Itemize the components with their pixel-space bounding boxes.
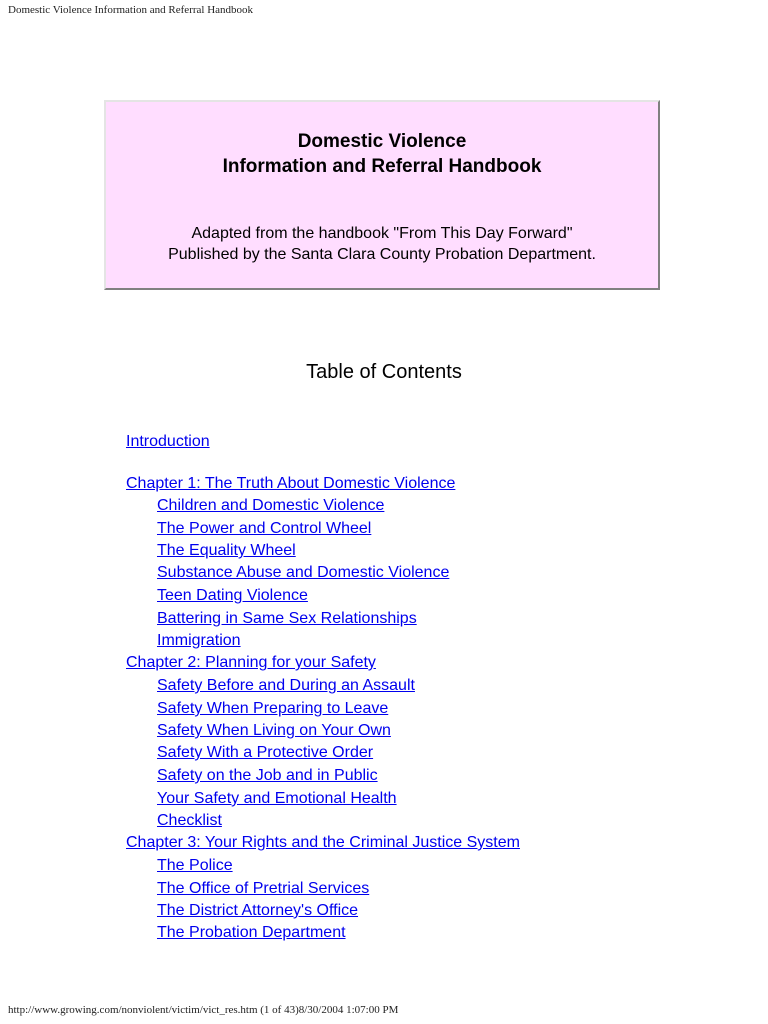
toc-link-safety-protective-order[interactable]: Safety With a Protective Order bbox=[157, 744, 374, 761]
toc-link-introduction[interactable]: Introduction bbox=[126, 433, 210, 450]
toc-link-safety-preparing-to-leave[interactable]: Safety When Preparing to Leave bbox=[157, 700, 389, 717]
title-line-1: Domestic Violence bbox=[297, 131, 467, 152]
toc-link-safety-before-assault[interactable]: Safety Before and During an Assault bbox=[157, 677, 415, 694]
toc-link-chapter-1[interactable]: Chapter 1: The Truth About Domestic Violence bbox=[126, 475, 456, 492]
toc-link-district-attorney[interactable]: The District Attorney's Office bbox=[157, 902, 359, 919]
toc-link-chapter-3[interactable]: Chapter 3: Your Rights and the Criminal Justice System bbox=[126, 834, 520, 851]
print-footer: http://www.growing.com/nonviolent/victim/vict_res.htm (1 of 43)8/30/2004 1:07:00 PM bbox=[8, 1004, 399, 1016]
toc-link-safety-job-public[interactable]: Safety on the Job and in Public bbox=[157, 767, 378, 784]
toc-link-power-and-control-wheel[interactable]: The Power and Control Wheel bbox=[157, 520, 372, 537]
title-box bbox=[104, 100, 660, 290]
toc-link-children-and-domestic-violence[interactable]: Children and Domestic Violence bbox=[157, 497, 385, 514]
toc-link-safety-living-on-own[interactable]: Safety When Living on Your Own bbox=[157, 722, 391, 739]
toc-link-safety-emotional-health[interactable]: Your Safety and Emotional Health bbox=[157, 790, 397, 807]
toc-link-police[interactable]: The Police bbox=[157, 857, 233, 874]
toc-link-chapter-2[interactable]: Chapter 2: Planning for your Safety bbox=[126, 654, 376, 671]
toc-link-pretrial-services[interactable]: The Office of Pretrial Services bbox=[157, 880, 370, 897]
toc-link-same-sex-relationships[interactable]: Battering in Same Sex Relationships bbox=[157, 610, 417, 627]
toc-link-checklist[interactable]: Checklist bbox=[157, 812, 222, 829]
print-header: Domestic Violence Information and Referral Handbook bbox=[8, 4, 254, 16]
toc-link-equality-wheel[interactable]: The Equality Wheel bbox=[157, 542, 296, 559]
subtitle-line-1: Adapted from the handbook "From This Day Forward" bbox=[191, 225, 573, 242]
toc-link-probation-department[interactable]: The Probation Department bbox=[157, 924, 346, 941]
toc-link-teen-dating-violence[interactable]: Teen Dating Violence bbox=[157, 587, 308, 604]
title-line-2: Information and Referral Handbook bbox=[222, 156, 542, 177]
toc-heading: Table of Contents bbox=[306, 361, 462, 383]
subtitle-line-2: Published by the Santa Clara County Probation Department. bbox=[168, 246, 596, 263]
toc-link-immigration[interactable]: Immigration bbox=[157, 632, 241, 649]
toc-link-substance-abuse[interactable]: Substance Abuse and Domestic Violence bbox=[157, 564, 450, 581]
